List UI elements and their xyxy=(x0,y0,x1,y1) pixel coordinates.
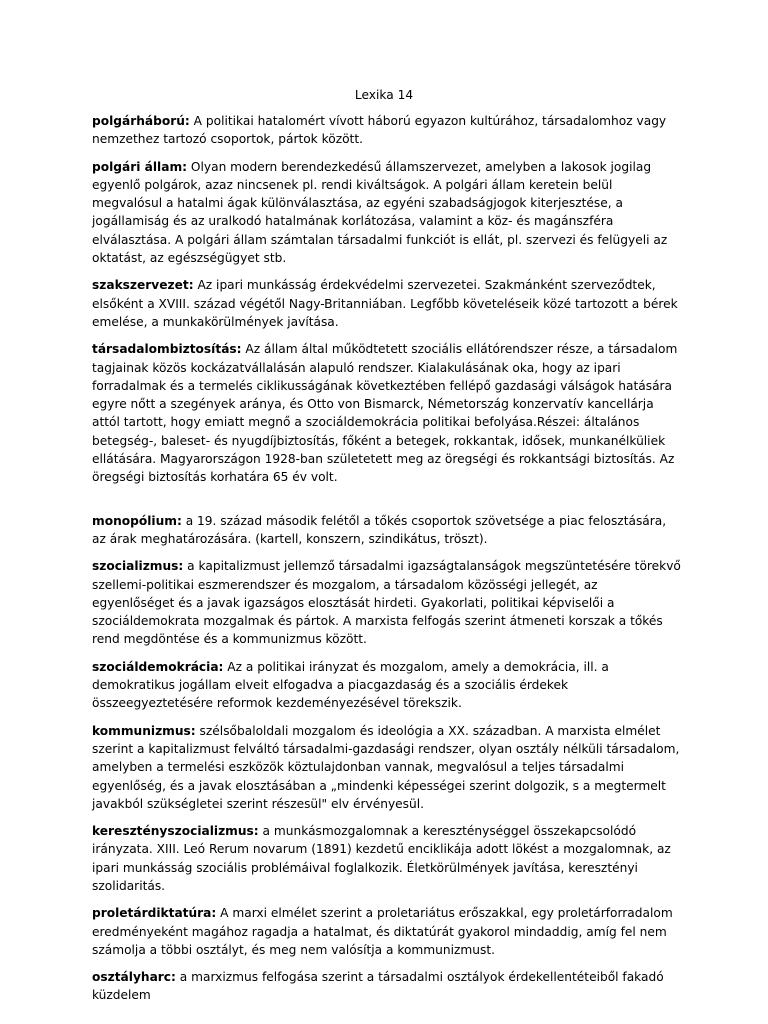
entry-term: szociáldemokrácia: xyxy=(92,659,224,674)
entry-term: osztályharc: xyxy=(92,970,176,985)
entry-definition: Olyan modern berendezkedésű államszervezet, amelyben a lakosok jogilag egyenlő polgárok, azaz nincsenek pl. rendi kiváltságok. A polgári állam keretein belül megvalósul a hatalmi ágak különválasztása, az egyéni szabadságjogok kiterjesztése, a jogállamiság és az uralkodó hatalmának korlátozása, valamint a köz- és magánszféra elválasztása. A polgári állam számtalan társadalmi funkciót is ellát, pl. szervezi és felügyeli az oktatást, az egészségügyet stb. xyxy=(92,159,668,266)
entry-definition: a marxizmus felfogása szerint a társadalmi osztályok érdekellentéteiből fakadó küzdelem xyxy=(92,970,664,1003)
entry-term: polgárháború: xyxy=(92,114,190,128)
entry-szocialdemokracia xyxy=(92,658,682,713)
page-title: Lexika 14 xyxy=(354,88,414,102)
entry-term: proletárdiktatúra: xyxy=(92,906,217,921)
entry-proletardiktatura xyxy=(92,904,682,959)
entry-polgari-allam xyxy=(92,158,682,268)
entry-term: polgári állam: xyxy=(92,159,188,174)
entry-osztalyharc xyxy=(92,968,682,1005)
entry-list xyxy=(92,112,682,1014)
entry-term: szakszervezet: xyxy=(92,278,194,293)
entry-term: kommunizmus: xyxy=(92,723,196,738)
entry-definition: Az ipari munkásság érdekvédelmi szervezetei. Szakmánként szerveződtek, elsőként a XVIII. század végétől Nagy-Britanniában. Legfőbb követeléseik közé tartozott a bérek emelése, a munkakörülmények javítása. xyxy=(92,278,678,329)
entry-term: keresztényszocializmus: xyxy=(92,824,259,839)
entry-tarsadalombiztositas xyxy=(92,340,682,486)
entry-definition: A politikai hatalomért vívott háború egyazon kultúrához, társadalomhoz vagy nemzethez tartozó csoportok, pártok között. xyxy=(92,114,667,147)
entry-definition: Az a politikai irányzat és mozgalom, amely a demokrácia, ill. a demokratikus jogállam elveit elfogadva a piacgazdaság és a szociális érdekek összeegyeztetésére reformok kezdeményezésével törekszik. xyxy=(92,659,609,711)
entry-kommunizmus xyxy=(92,722,682,813)
entry-szocializmus xyxy=(92,557,682,648)
entry-definition: a munkásmozgalomnak a kereszténységgel összekapcsolódó irányzata. XIII. Leó Rerum novarum (1891) kezdetű enciklikája adott lökést a mozgalomnak, az ipari munkásság szociális problémáival foglalkozik. Életkörülmények javítása, keresztényi szolidaritás. xyxy=(92,824,671,893)
entry-polgarhaboru xyxy=(92,112,682,149)
entry-kereszenyszocializmus xyxy=(92,822,682,895)
entry-definition: a kapitalizmust jellemző társadalmi igazságtalanságok megszüntetésére törekvő szellemi-politikai eszmerendszer és mozgalom, a társadalom közösségi jellegét, az egyenlőséget és a javak igazságos elosztását hirdeti. Gyakorlati, politikai képviselői a szociáldemokrata mozgalmak és pártok. A marxista felfogás szerint átmeneti korszak a tőkés rend megdöntése és a kommunizmus között. xyxy=(92,559,681,647)
entry-term: társadalombiztosítás: xyxy=(92,342,242,357)
entry-term: monopólium: xyxy=(92,513,182,528)
entry-szakszervezet xyxy=(92,276,682,331)
entry-definition: A marxi elmélet szerint a proletariátus erőszakkal, egy proletárforradalom eredményeként magához ragadja a hatalmat, és diktatúrát gyakorol mindaddig, amíg fel nem számolja a többi osztályt, és meg nem valósítja a kommunizmust. xyxy=(92,906,673,957)
entry-definition: szélsőbaloldali mozgalom és ideológia a XX. században. A marxista elmélet szerint a kapitalizmust felváltó társadalmi-gazdasági rendszer, olyan osztály nélküli társadalom, amelyben a termelési eszközök köztulajdonban vannak, megvalósul a teljes társadalmi egyenlőség, és a javak elosztásában a „mindenki képességei szerint dolgozik, s a megtermelt javakból szükségletei szerint részesül" elv érvényesül. xyxy=(92,723,680,811)
entry-monopolium xyxy=(92,512,682,549)
entry-term: szocializmus: xyxy=(92,559,184,574)
entry-definition: a 19. század második felétől a tőkés csoportok szövetsége a piac felosztására, az árak meghatározására. (kartell, konszern, szindikátus, tröszt). xyxy=(92,513,667,546)
entry-definition: Az állam által működtetett szociális ellátórendszer része, a társadalom tagjainak közös kockázatvállalásán alapuló rendszer. Kialakulásának oka, hogy az ipari forradalmak és a termelés ciklikusságának következtében fellépő gazdasági válságok hatására egyre nőtt a szegények aránya, és Otto von Bismarck, Németország konzervatív kancellárja attól tartott, hogy emiatt megnő a szociáldemokrácia politikai befolyása.Részei: általános betegség-, baleset- és nyugdíjbiztosítás, főként a betegek, rokkantak, idősek, munkanélküliek ellátására. Magyarországon 1928-ban születetett meg az öregségi és rokkantsági biztosítás. Az öregségi biztosítás korhatára 65 év volt. xyxy=(92,342,678,485)
